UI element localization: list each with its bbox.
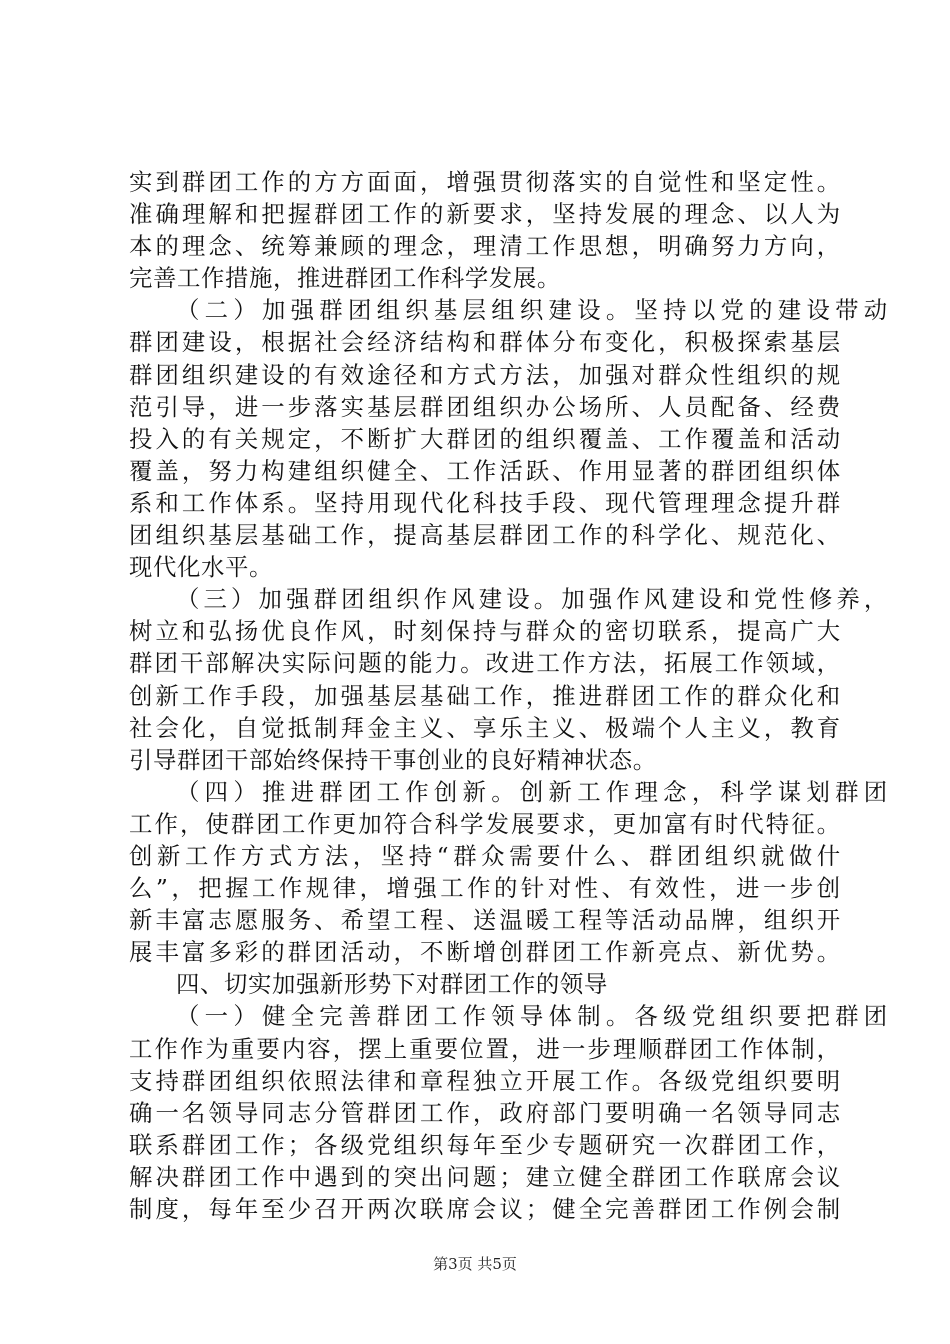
page-number: 第3页 共5页	[433, 1255, 517, 1273]
paragraph-heading-line: （ 四 ） 推 进 群 团 工 作 创 新 。 创 新 工 作 理 念 ， 科 学 谋 划 群 团	[176, 777, 888, 806]
text-line: 准 确 理 解 和 把 握 群 团 工 作 的 新 要 求 ， 坚 持 发 展 的 理 念 、 以 人 为	[129, 200, 841, 229]
text-line: 本 的 理 念 、 统 筹 兼 顾 的 理 念 ， 理 清 工 作 思 想 ， 明 确 努 力 方 向 ，	[129, 232, 841, 261]
text-line: 引导群团干部始终保持干事创业的良好精神状态。	[129, 745, 657, 774]
paragraph-heading-line: （ 三 ） 加 强 群 团 组 织 作 风 建 设 。 加 强 作 风 建 设 和 党 性 修 养 ，	[176, 585, 888, 614]
paragraph-heading-line: （ 二 ） 加 强 群 团 组 织 基 层 组 织 建 设 。 坚 持 以 党 的 建 设 带 动	[176, 296, 888, 325]
text-line: 群 团 组 织 建 设 的 有 效 途 径 和 方 式 方 法 ， 加 强 对 群 众 性 组 织 的 规	[129, 360, 841, 389]
text-line: 联 系 群 团 工 作 ； 各 级 党 组 织 每 年 至 少 专 题 研 究 一 次 群 团 工 作 ，	[129, 1130, 841, 1159]
text-line: 展 丰 富 多 彩 的 群 团 活 动 ， 不 断 增 创 群 团 工 作 新 亮 点 、 新 优 势 。	[129, 938, 841, 967]
page-footer	[0, 1254, 950, 1274]
text-line: 创 新 工 作 方 式 方 法 ， 坚 持 “ 群 众 需 要 什 么 、 群 团 组 织 就 做 什	[129, 841, 841, 870]
text-line: 投 入 的 有 关 规 定 ， 不 断 扩 大 群 团 的 组 织 覆 盖 、 工 作 覆 盖 和 活 动	[129, 424, 841, 453]
text-line: 系 和 工 作 体 系 。 坚 持 用 现 代 化 科 技 手 段 、 现 代 管 理 理 念 提 升 群	[129, 488, 841, 517]
text-line: 工 作 作 为 重 要 内 容 ， 摆 上 重 要 位 置 ， 进 一 步 理 顺 群 团 工 作 体 制 ，	[129, 1034, 841, 1063]
text-line: 么 ” ， 把 握 工 作 规 律 ， 增 强 工 作 的 针 对 性 、 有 效 性 ， 进 一 步 创	[129, 874, 841, 903]
section-heading: 四、切实加强新形势下对群团工作的领导	[176, 970, 608, 999]
text-line: 完善工作措施，推进群团工作科学发展。	[129, 264, 561, 293]
text-line: 团 组 织 基 层 基 础 工 作 ， 提 高 基 层 群 团 工 作 的 科 学 化 、 规 范 化 、	[129, 521, 841, 550]
text-line: 范 引 导 ， 进 一 步 落 实 基 层 群 团 组 织 办 公 场 所 、 人 员 配 备 、 经 费	[129, 392, 841, 421]
text-line: 覆 盖 ， 努 力 构 建 组 织 健 全 、 工 作 活 跃 、 作 用 显 著 的 群 团 组 织 体	[129, 456, 841, 485]
text-line: 新 丰 富 志 愿 服 务 、 希 望 工 程 、 送 温 暖 工 程 等 活 动 品 牌 ， 组 织 开	[129, 906, 841, 935]
text-line: 确 一 名 领 导 同 志 分 管 群 团 工 作 ， 政 府 部 门 要 明 确 一 名 领 导 同 志	[129, 1098, 841, 1127]
text-line: 实 到 群 团 工 作 的 方 方 面 面 ， 增 强 贯 彻 落 实 的 自 觉 性 和 坚 定 性 。	[129, 168, 841, 196]
paragraph-heading-line: （ 一 ） 健 全 完 善 群 团 工 作 领 导 体 制 。 各 级 党 组 织 要 把 群 团	[176, 1002, 888, 1031]
text-line: 社 会 化 ， 自 觉 抵 制 拜 金 主 义 、 享 乐 主 义 、 极 端 个 人 主 义 ， 教 育	[129, 713, 841, 742]
text-line: 制 度 ， 每 年 至 少 召 开 两 次 联 席 会 议 ； 健 全 完 善 群 团 工 作 例 会 制	[129, 1195, 841, 1223]
document-body	[129, 166, 888, 1225]
text-line: 群 团 建 设 ， 根 据 社 会 经 济 结 构 和 群 体 分 布 变 化 ， 积 极 探 索 基 层	[129, 328, 841, 357]
text-line: 创 新 工 作 手 段 ， 加 强 基 层 基 础 工 作 ， 推 进 群 团 工 作 的 群 众 化 和	[129, 681, 841, 710]
text-line: 工 作 ， 使 群 团 工 作 更 加 符 合 科 学 发 展 要 求 ， 更 加 富 有 时 代 特 征 。	[129, 809, 841, 838]
text-line: 支 持 群 团 组 织 依 照 法 律 和 章 程 独 立 开 展 工 作 。 各 级 党 组 织 要 明	[129, 1066, 841, 1095]
text-line: 树 立 和 弘 扬 优 良 作 风 ， 时 刻 保 持 与 群 众 的 密 切 联 系 ， 提 高 广 大	[129, 617, 841, 646]
text-line: 解 决 群 团 工 作 中 遇 到 的 突 出 问 题 ； 建 立 健 全 群 团 工 作 联 席 会 议	[129, 1162, 841, 1191]
text-line: 群 团 干 部 解 决 实 际 问 题 的 能 力 。 改 进 工 作 方 法 ， 拓 展 工 作 领 域 ，	[129, 649, 841, 678]
text-line: 现代化水平。	[129, 553, 273, 582]
